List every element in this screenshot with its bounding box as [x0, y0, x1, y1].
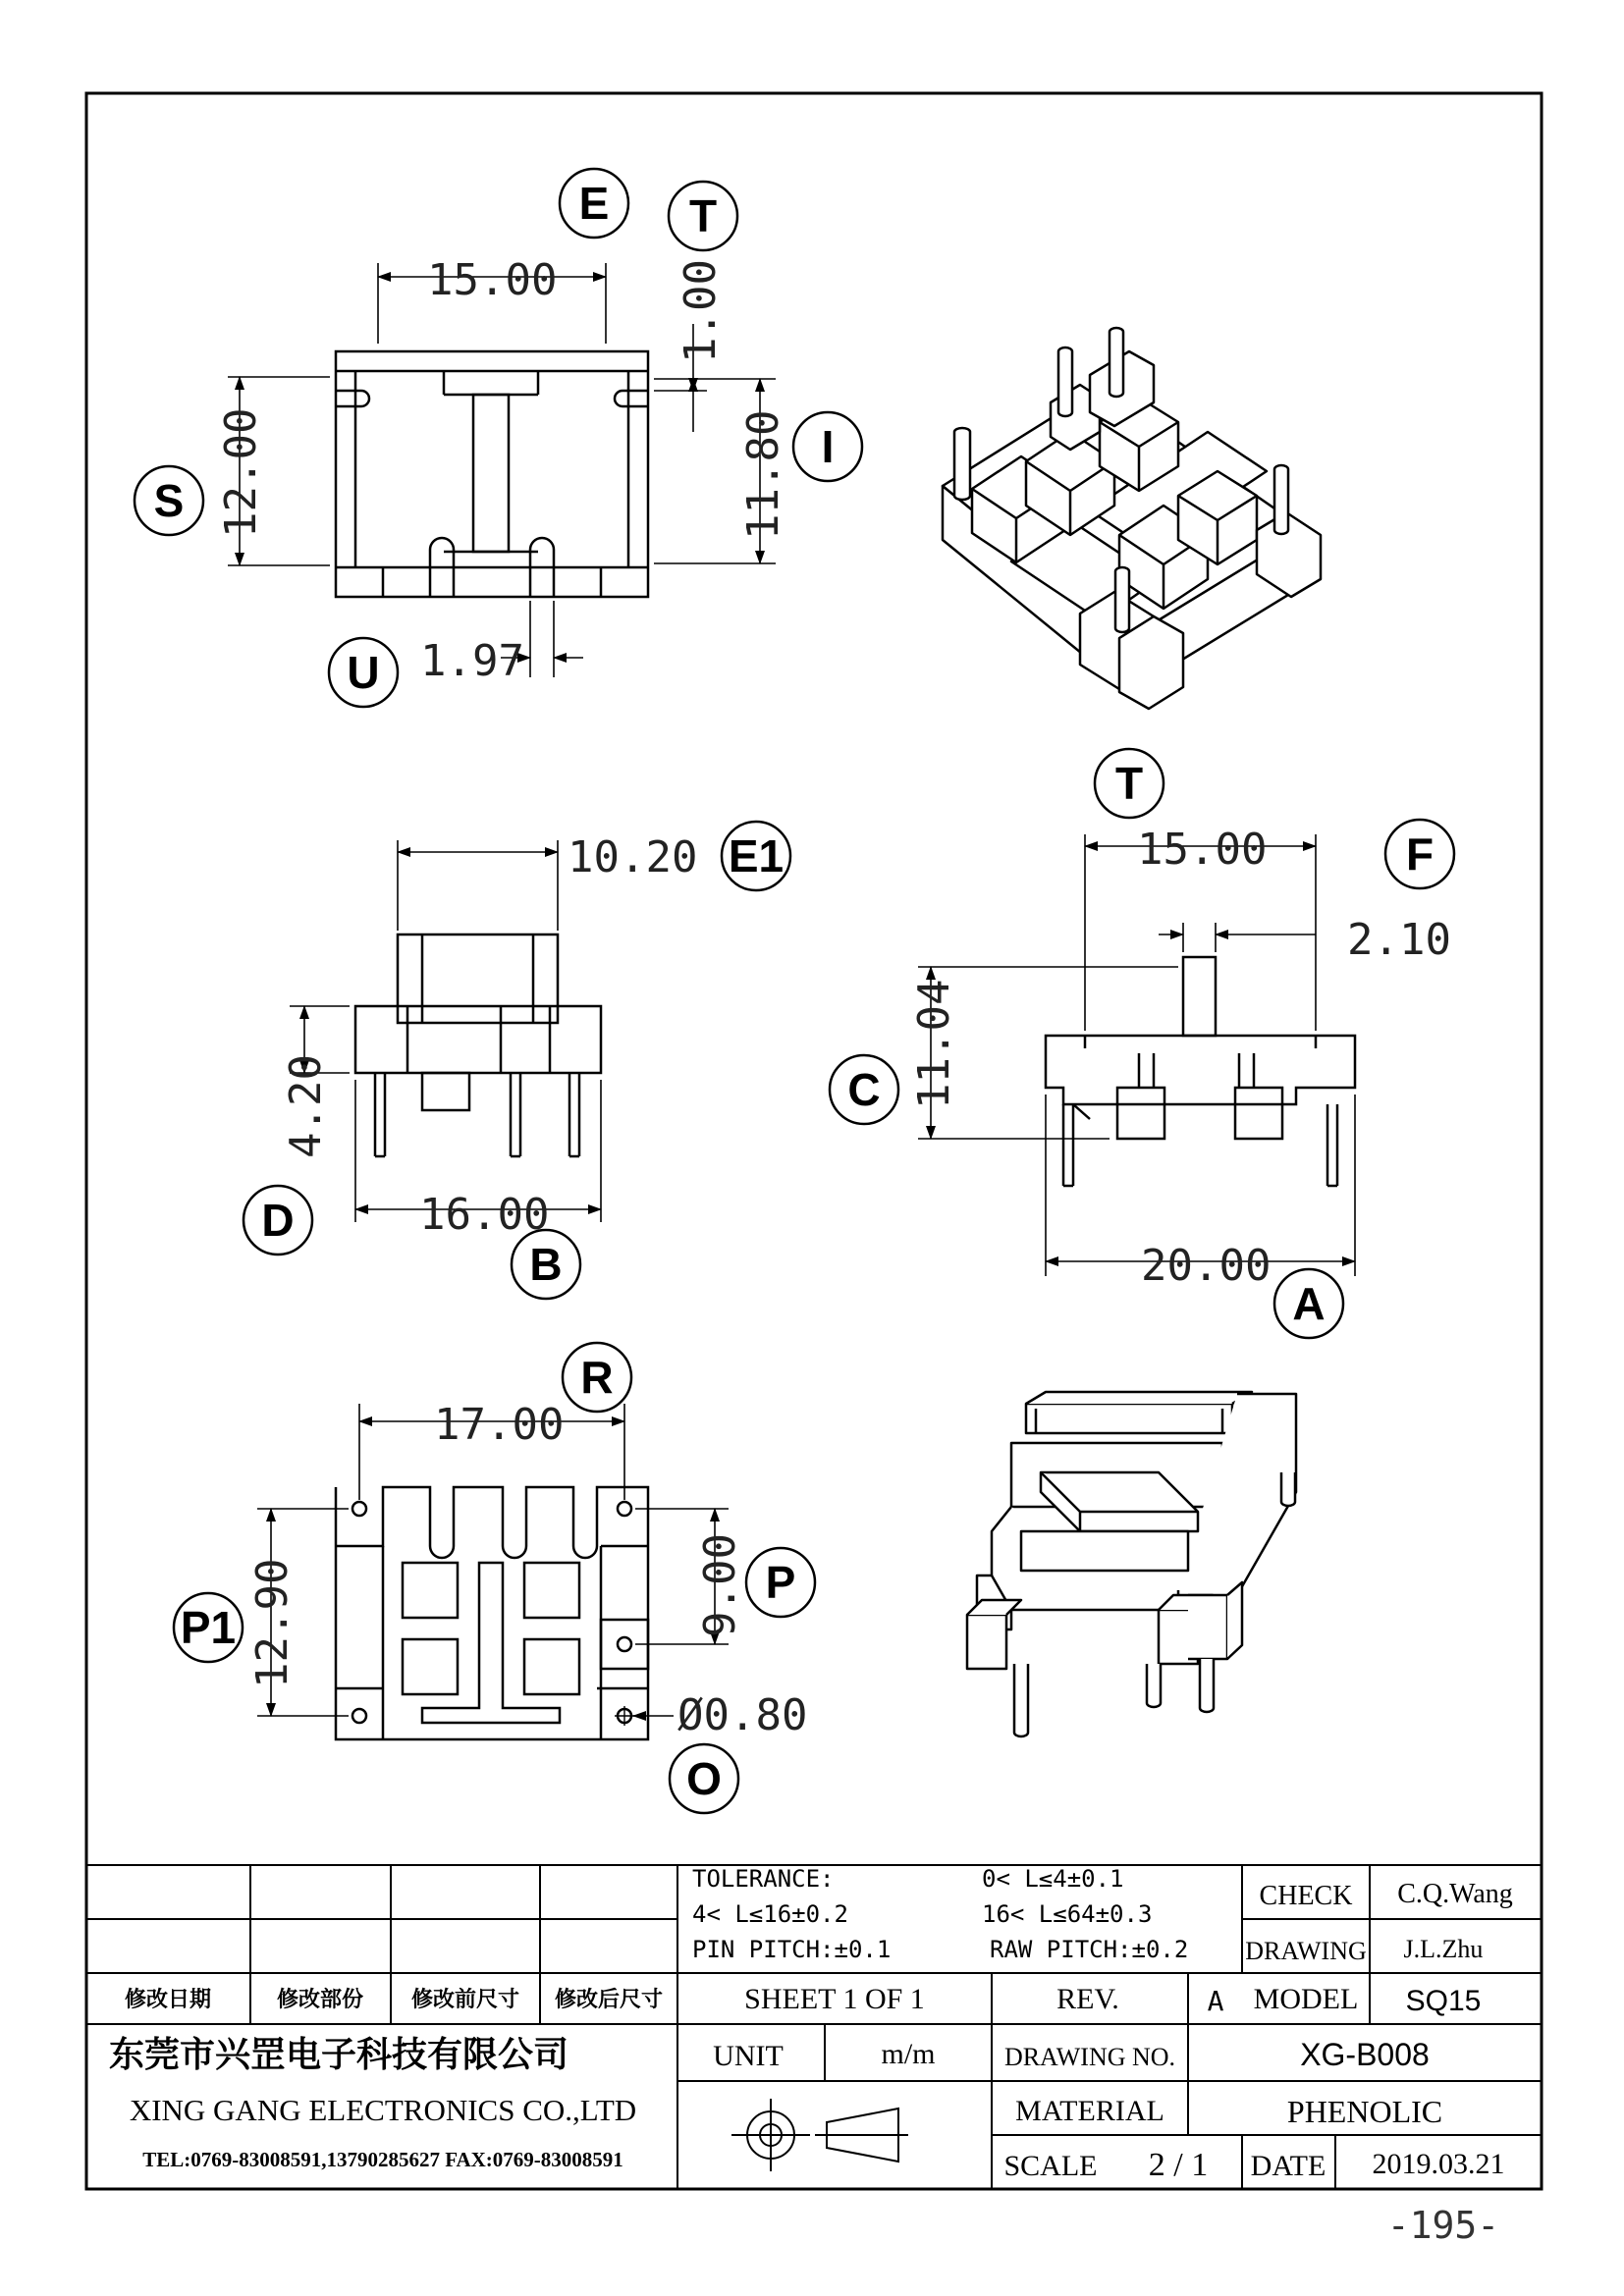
sheet-number: SHEET 1 OF 1: [744, 1983, 925, 2015]
unit-value: m/m: [881, 2038, 936, 2070]
front-view-dimensions: [918, 834, 1355, 1276]
dim-side-pin-span: 16.00: [419, 1190, 550, 1240]
material-value: PHENOLIC: [1286, 2094, 1443, 2129]
callout-p-label: P: [765, 1557, 796, 1608]
page-number: -195-: [1386, 2204, 1500, 2247]
dim-top-wall: 1.00: [676, 259, 726, 363]
tolerance-range-2: 4< L≤16±0.2: [692, 1900, 848, 1928]
callout-e1-label: E1: [728, 830, 785, 881]
callout-e: [560, 169, 628, 238]
material-label: MATERIAL: [1015, 2095, 1164, 2127]
rev-label: REV.: [1056, 1983, 1119, 2015]
model-label: MODEL: [1253, 1983, 1359, 2015]
side-view: [355, 934, 601, 1156]
dim-side-height: 4.20: [281, 1054, 331, 1158]
front-view: [1046, 957, 1355, 1186]
tolerance-title: TOLERANCE:: [692, 1865, 835, 1893]
projection-symbol: [731, 2099, 908, 2171]
callout-e-label: E: [578, 178, 610, 229]
callout-r-label: R: [580, 1352, 614, 1403]
isometric-view-bottom: [967, 1392, 1296, 1669]
pin-pitch: PIN PITCH:±0.1: [692, 1936, 892, 1963]
side-view-dimensions: [290, 840, 601, 1222]
tolerance-range-3: 16< L≤64±0.3: [982, 1900, 1153, 1928]
callout-u: [329, 638, 398, 707]
scale-value: 2 / 1: [1148, 2147, 1209, 2183]
top-view: [336, 351, 648, 597]
dim-top-slot: 1.97: [420, 636, 524, 686]
callout-f-label: F: [1405, 828, 1435, 880]
dim-side-width: 10.20: [568, 832, 698, 882]
rev-header-after: 修改后尺寸: [554, 1988, 664, 2012]
callout-e1: [722, 822, 790, 890]
drawing-label: DRAWING: [1245, 1937, 1367, 1965]
check-value: C.Q.Wang: [1397, 1879, 1513, 1909]
callout-t-front: [1095, 749, 1164, 818]
callout-t-front-label: T: [1114, 758, 1144, 809]
dim-top-depth: 12.00: [216, 407, 266, 538]
callout-d: [244, 1186, 312, 1255]
bottom-view: [336, 1487, 648, 1739]
callout-p1: [174, 1593, 243, 1662]
callout-d-label: D: [261, 1195, 295, 1246]
callout-s: [135, 466, 203, 535]
drawing-no-label: DRAWING NO.: [1003, 2043, 1176, 2071]
drawing-value: J.L.Zhu: [1403, 1935, 1484, 1963]
check-label: CHECK: [1259, 1881, 1353, 1911]
callout-t-top: [669, 182, 737, 250]
drawing-no-value: XG-B008: [1300, 2037, 1430, 2072]
dim-front-height: 11.04: [909, 979, 959, 1109]
bottom-view-dimensions: [257, 1404, 729, 1716]
tolerance-range-1: 0< L≤4±0.1: [982, 1865, 1124, 1893]
callout-f: [1385, 820, 1454, 888]
dim-bottom-pitch: 9.00: [695, 1533, 745, 1637]
rev-header-date: 修改日期: [124, 1988, 212, 2012]
callout-b-label: B: [529, 1239, 563, 1290]
scale-label: SCALE: [1003, 2150, 1098, 2182]
rev-header-before: 修改前尺寸: [410, 1988, 520, 2012]
date-value: 2019.03.21: [1372, 2148, 1505, 2180]
model-value: SQ15: [1405, 1985, 1482, 2017]
company-name-cn: 东莞市兴罡电子科技有限公司: [108, 2035, 569, 2075]
callout-i-label: I: [821, 421, 835, 472]
dim-front-base: 20.00: [1141, 1241, 1272, 1291]
date-label: DATE: [1250, 2150, 1326, 2182]
callout-s-label: S: [153, 475, 185, 526]
callout-o-label: O: [686, 1753, 722, 1804]
dim-top-width: 15.00: [427, 255, 558, 305]
callout-r: [563, 1343, 631, 1412]
isometric-view-top: [943, 351, 1321, 709]
callout-t-top-label: T: [688, 190, 718, 241]
callout-c-label: C: [847, 1064, 881, 1115]
callout-c: [830, 1055, 898, 1124]
callout-b: [512, 1230, 580, 1299]
callout-p: [746, 1548, 815, 1617]
rev-header-part: 修改部份: [276, 1988, 364, 2012]
callout-o: [670, 1744, 738, 1813]
callout-a: [1274, 1269, 1343, 1338]
dim-front-width: 15.00: [1137, 825, 1268, 875]
dim-front-offset: 2.10: [1347, 915, 1451, 965]
dim-bottom-depth: 12.90: [247, 1558, 298, 1688]
dim-bottom-width: 17.00: [434, 1400, 565, 1450]
callout-p1-label: P1: [180, 1602, 237, 1653]
callout-a-label: A: [1292, 1278, 1326, 1329]
callout-i: [793, 412, 862, 481]
dim-top-inner-depth: 11.80: [738, 409, 788, 540]
company-name-en: XING GANG ELECTRONICS CO.,LTD: [129, 2093, 637, 2127]
dim-bottom-hole: Ø0.80: [677, 1690, 808, 1740]
callout-u-label: U: [347, 647, 380, 698]
unit-label: UNIT: [713, 2040, 784, 2072]
rev-value: A: [1207, 1985, 1224, 2017]
raw-pitch: RAW PITCH:±0.2: [990, 1936, 1189, 1963]
company-contact: TEL:0769-83008591,13790285627 FAX:0769-83008591: [142, 2148, 623, 2171]
